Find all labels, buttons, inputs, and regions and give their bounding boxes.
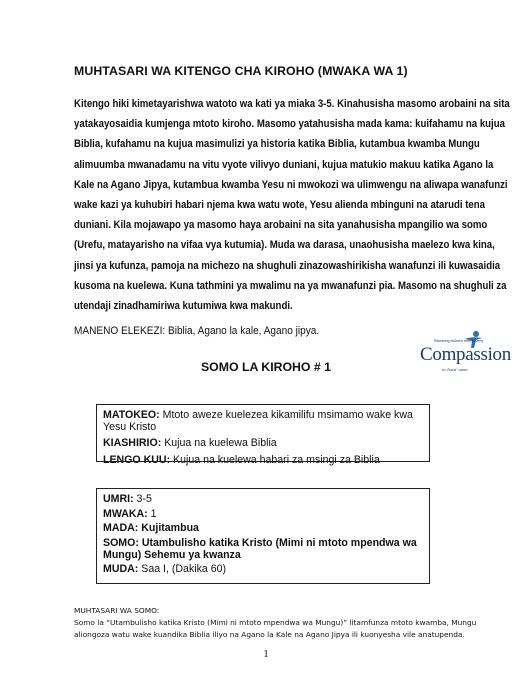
lesson-value: Utambulisho katika Kristo (Mimi ni mtoto mpendwa wa Mungu) Sehemu ya kwanza xyxy=(103,536,417,561)
lesson-row xyxy=(103,537,423,561)
outcome-label: MATOKEO: xyxy=(103,409,160,421)
lesson-summary xyxy=(74,605,519,640)
intro-paragraph xyxy=(74,94,532,316)
age-label: UMRI: xyxy=(103,493,134,505)
year-label: MWAKA: xyxy=(103,507,148,520)
logo-top-text: Releasing children from poverty xyxy=(434,339,484,343)
outcomes-box xyxy=(96,404,430,466)
topic-value: Kujitambua xyxy=(138,522,199,534)
page-number: 1 xyxy=(263,648,269,660)
intro-line: duniani. Kila mojawapo ya masomo haya arobaini na sita yanahusisha mpangilio wa somo xyxy=(74,219,488,232)
lesson-title: SOMO LA KIROHO # 1 xyxy=(200,360,332,374)
intro-line: yatakayosaidia kumjenga mtoto kiroho. Masomo yatahusisha mada kama: kuifahamu na kujua xyxy=(74,118,505,131)
intro-line: jinsi ya kufunza, pamoja na michezo na shughuli zinazowashirikisha wanafunzi ili kuwasaidia xyxy=(74,259,501,272)
summary-line: aliongoza watu wake kuandika Biblia iliyo na Agano la Kale na Agano Jipya ili kuonyesha vile anatupenda. xyxy=(74,629,465,639)
age-value: 3-5 xyxy=(133,493,152,505)
outcome-row xyxy=(103,409,423,433)
intro-line: kusoma na kuelewa. Kuna tathmini ya mwalimu na ya mwanafunzi pia. Masomo na shughuli za xyxy=(74,279,507,292)
year-row xyxy=(103,508,423,520)
intro-line: Kitengo hiki kimetayarishwa watoto wa kati ya miaka 3-5. Kinahusisha masomo arobaini na sita xyxy=(74,98,510,110)
intro-line: utendaji zinadhamiriwa kutumiwa kwa makundi. xyxy=(74,300,293,313)
intro-line: Biblia, kufahamu na kujua masimulizi ya historia katika Biblia, kutambua kwamba Mungu xyxy=(74,138,480,151)
age-row xyxy=(103,493,423,505)
intro-line: Kale na Agano Jipya, kutambua kwamba Yesu ni mwokozi wa ulimwengu na aliwapa wanafunzi xyxy=(74,178,508,191)
logo-wordmark: Compassion xyxy=(420,344,511,365)
indicator-row xyxy=(103,437,423,449)
summary-line: Somo la “Utambulisho katika Kristo (Mimi ni mtoto mpendwa wa Mungu)” litamfunza mtoto kwamba, Mungu xyxy=(74,617,477,627)
duration-value: Saa I, (Dakika 60) xyxy=(138,563,227,576)
lesson-label: SOMO: xyxy=(103,536,139,549)
indicator-label: KIASHIRIO: xyxy=(103,437,162,450)
summary-title: MUHTASARI WA SOMO: xyxy=(74,606,160,615)
intro-line: alimuumba mwanadamu na vitu vyote vilivyo duniani, kujua matukio makuu katika Agano la xyxy=(74,158,494,171)
main-goal-label: LENGO KUU: xyxy=(103,453,171,466)
year-value: 1 xyxy=(147,507,157,520)
keywords-line: MANENO ELEKEZI: Biblia, Agano la kale, Agano jipya. xyxy=(74,325,320,337)
intro-line: wake kazi ya kuhubiri habari njema kwa watu wote, Yesu aliendа mbinguni na atarudi tena xyxy=(74,199,485,212)
main-goal-value: Kujua na kuelewa habari za msingi za Biblia xyxy=(170,453,380,466)
section-heading: MUHTASARI WA KITENGO CHA KIROHO (MWAKA WA 1) xyxy=(74,64,408,78)
lesson-details-box xyxy=(96,488,430,584)
intro-line: (Urefu, matayarisho na vifaa vya kutumia). Muda wa darasa, unaohusisha maelezo kwa kina, xyxy=(74,239,495,252)
duration-row xyxy=(103,563,423,575)
indicator-value: Kujua na kuelewa Biblia xyxy=(161,437,277,450)
logo-tagline: in Jesus' name xyxy=(442,367,469,372)
topic-row xyxy=(103,522,423,534)
topic-label: MADA: xyxy=(103,522,139,534)
outcome-value: Mtoto aweze kuelezea kikamilifu msimamo wake kwa Yesu Kristo xyxy=(103,409,413,434)
main-goal-row xyxy=(103,454,423,466)
duration-label: MUDA: xyxy=(103,563,139,576)
